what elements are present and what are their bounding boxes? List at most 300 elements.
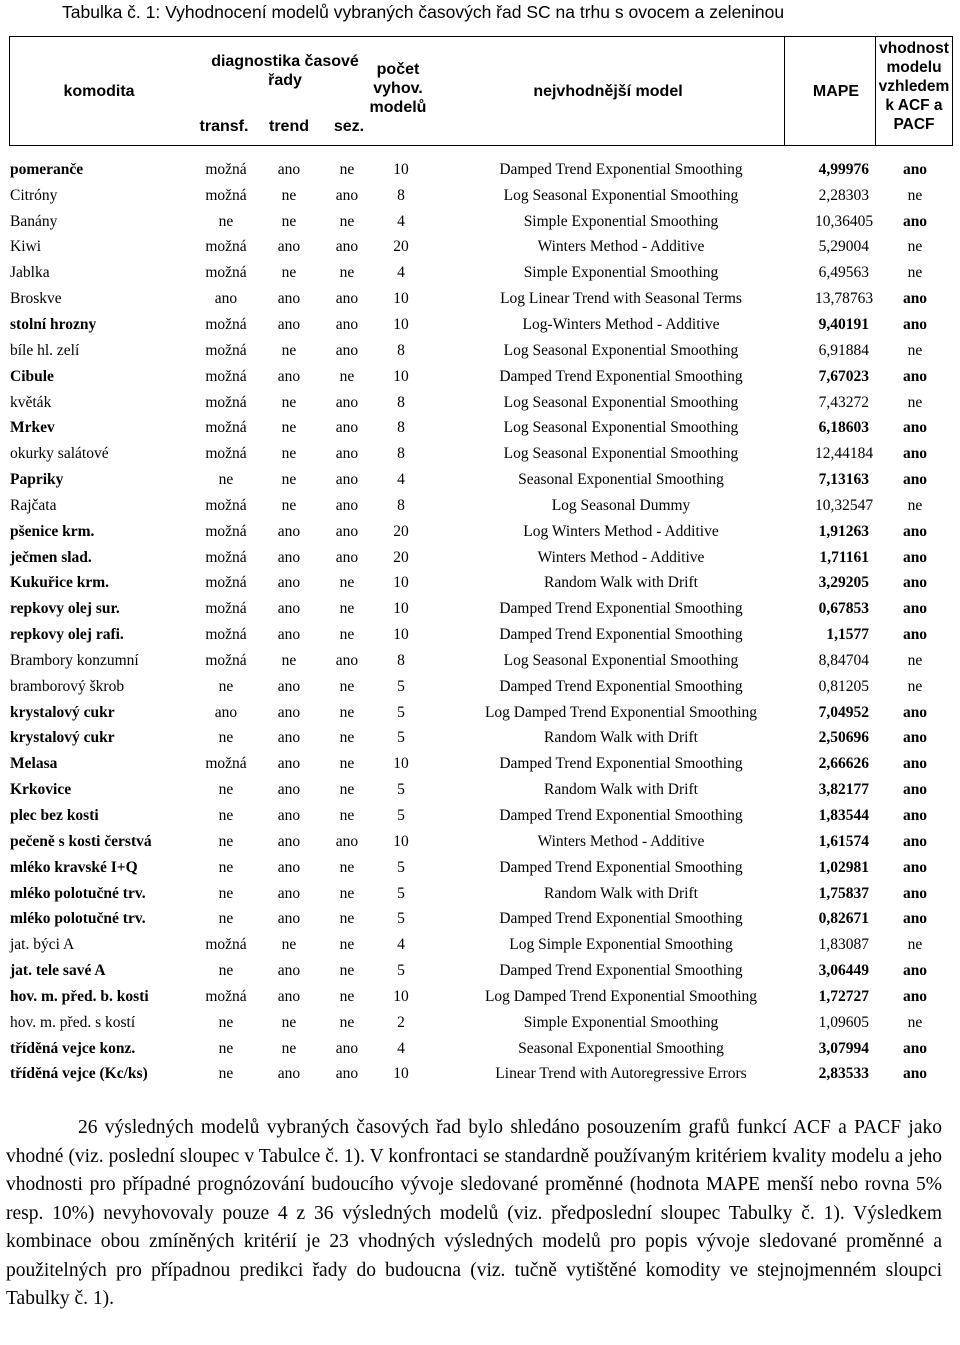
table-row [9, 1062, 953, 1088]
table-row [9, 235, 953, 261]
model-count-cell: 10 [393, 290, 409, 308]
mape-cell: 10,36405 [815, 212, 874, 230]
transf-cell: ano [214, 703, 238, 721]
mape-cell: 13,78763 [815, 290, 874, 308]
trend-cell: ano [277, 677, 301, 695]
model-count-cell: 10 [393, 626, 409, 644]
transf-cell: ne [218, 781, 234, 799]
table-row [9, 441, 953, 467]
mape-cell: 0,81205 [818, 677, 869, 695]
suitability-cell: ano [902, 858, 928, 876]
suitability-cell: ano [902, 703, 928, 721]
mape-cell: 1,75837 [818, 884, 869, 902]
model-count-cell: 8 [397, 341, 405, 359]
trend-cell: ano [277, 522, 301, 540]
commodity-cell: hov. m. před. s kostí [10, 1013, 136, 1031]
best-model-cell: Linear Trend with Autoregressive Errors [495, 1065, 747, 1083]
trend-cell: ne [281, 212, 297, 230]
mape-cell: 3,06449 [818, 962, 869, 980]
trend-cell: ano [277, 574, 301, 592]
suitability-cell: ne [907, 496, 923, 514]
model-count-cell: 2 [397, 1013, 405, 1031]
table-row [9, 1036, 953, 1062]
best-model-cell: Log Simple Exponential Smoothing [509, 936, 733, 954]
mape-cell: 12,44184 [815, 445, 874, 463]
best-model-cell: Log Damped Trend Exponential Smoothing [484, 703, 758, 721]
suitability-cell: ne [907, 264, 923, 282]
transf-cell: možná [205, 315, 247, 333]
mape-cell: 3,29205 [818, 574, 869, 592]
header-pocet [362, 60, 434, 117]
suitability-cell: ano [902, 832, 928, 850]
trend-cell: ne [281, 341, 297, 359]
table-row [9, 571, 953, 597]
model-count-cell: 10 [393, 160, 409, 178]
table-row [9, 751, 953, 777]
trend-cell: ano [277, 290, 301, 308]
model-count-cell: 8 [397, 393, 405, 411]
model-count-cell: 5 [397, 962, 405, 980]
trend-cell: ano [277, 987, 301, 1005]
trend-cell: ne [281, 445, 297, 463]
table-row [9, 415, 953, 441]
transf-cell: ne [218, 807, 234, 825]
best-model-cell: Damped Trend Exponential Smoothing [499, 755, 743, 773]
sez-cell: ano [335, 832, 359, 850]
commodity-cell: Cibule [10, 367, 54, 385]
sez-cell: ne [339, 212, 355, 230]
commodity-cell: tříděná vejce (Kc/ks) [10, 1065, 148, 1083]
transf-cell: možná [205, 600, 247, 618]
mape-cell: 1,91263 [818, 522, 869, 540]
sez-cell: ano [335, 1039, 359, 1057]
model-count-cell: 10 [393, 367, 409, 385]
transf-cell: možná [205, 626, 247, 644]
table-row [9, 648, 953, 674]
table-row [9, 906, 953, 932]
trend-cell: ano [277, 807, 301, 825]
table-row [9, 958, 953, 984]
table-row [9, 674, 953, 700]
trend-cell: ano [277, 703, 301, 721]
commodity-cell: Citróny [10, 186, 58, 204]
header-komodita: komodita [63, 83, 135, 100]
transf-cell: možná [205, 393, 247, 411]
best-model-cell: Log Seasonal Dummy [551, 496, 691, 514]
mape-cell: 4,99976 [818, 160, 869, 178]
trend-cell: ano [277, 600, 301, 618]
sez-cell: ano [335, 186, 359, 204]
transf-cell: možná [205, 341, 247, 359]
body-paragraph: 26 výsledných modelů vybraných časových řad bylo shledáno posouzením grafů funkcí ACF a PACF jako vhodné (viz. poslední sloupec v Tabulce č. 1). V konfrontaci se standardně používaným kritériem kvality modelu a jeho vhodnosti pro případné prognózování budoucího vývoje sledované proměnné (hodnota MAPE menší nebo rovna 5% resp. 10%) nevyhovovaly pouze 4 z 36 výsledných modelů (viz. předposlední sloupec Tabulky č. 1). Výsledkem kombinace obou zmíněných kritérií je 23 vhodných výsledných modelů pro popis vývoje sledované proměnné a použitelných pro případnou predikci řady do budoucna (viz. tučně vytištěné komodity ve stejnojmenném sloupci Tabulky č. 1). [6, 1117, 942, 1309]
suitability-cell: ne [907, 186, 923, 204]
model-count-cell: 5 [397, 858, 405, 876]
commodity-cell: hov. m. před. b. kosti [10, 987, 149, 1005]
commodity-cell: repkovy olej sur. [10, 600, 120, 618]
best-model-cell: Simple Exponential Smoothing [523, 264, 719, 282]
commodity-cell: Brambory konzumní [10, 651, 139, 669]
results-table [9, 157, 953, 1087]
model-count-cell: 4 [397, 936, 405, 954]
best-model-cell: Damped Trend Exponential Smoothing [499, 160, 743, 178]
trend-cell: ne [281, 651, 297, 669]
best-model-cell: Log Linear Trend with Seasonal Terms [500, 290, 742, 308]
suitability-cell: ano [902, 212, 928, 230]
best-model-cell: Damped Trend Exponential Smoothing [499, 962, 743, 980]
header-diagnostika [190, 52, 380, 90]
commodity-cell: krystalový cukr [10, 729, 115, 747]
sez-cell: ne [339, 755, 355, 773]
sez-cell: ne [339, 677, 355, 695]
mape-cell: 2,28303 [818, 186, 869, 204]
commodity-cell: Kiwi [10, 238, 41, 256]
best-model-cell: Log-Winters Method - Additive [522, 315, 720, 333]
commodity-cell: Rajčata [10, 496, 57, 514]
commodity-cell: pečeně s kosti čerstvá [10, 832, 152, 850]
commodity-cell: květák [10, 393, 52, 411]
suitability-cell: ano [902, 781, 928, 799]
commodity-cell: Papriky [10, 471, 64, 489]
suitability-cell: ano [902, 1039, 928, 1057]
model-count-cell: 8 [397, 496, 405, 514]
best-model-cell: Log Seasonal Exponential Smoothing [503, 445, 739, 463]
header-transf: transf. [199, 118, 249, 135]
model-count-cell: 8 [397, 186, 405, 204]
transf-cell: ne [218, 1039, 234, 1057]
transf-cell: možná [205, 936, 247, 954]
model-count-cell: 4 [397, 1039, 405, 1057]
best-model-cell: Simple Exponential Smoothing [523, 1013, 719, 1031]
trend-cell: ne [281, 496, 297, 514]
sez-cell: ne [339, 858, 355, 876]
suitability-cell: ano [902, 522, 928, 540]
trend-cell: ano [277, 367, 301, 385]
suitability-cell: ne [907, 677, 923, 695]
model-count-cell: 5 [397, 884, 405, 902]
commodity-cell: pšenice krm. [10, 522, 95, 540]
transf-cell: ne [218, 858, 234, 876]
best-model-cell: Log Seasonal Exponential Smoothing [503, 419, 739, 437]
best-model-cell: Log Seasonal Exponential Smoothing [503, 393, 739, 411]
suitability-cell: ano [902, 910, 928, 928]
sez-cell: ano [335, 290, 359, 308]
suitability-cell: ano [902, 445, 928, 463]
header-vhodnost [876, 39, 952, 134]
sez-cell: ne [339, 574, 355, 592]
trend-cell: ano [277, 884, 301, 902]
sez-cell: ne [339, 781, 355, 799]
transf-cell: ne [218, 962, 234, 980]
transf-cell: možná [205, 496, 247, 514]
model-count-cell: 10 [393, 574, 409, 592]
model-count-cell: 4 [397, 471, 405, 489]
commodity-cell: Melasa [10, 755, 58, 773]
trend-cell: ne [281, 1013, 297, 1031]
model-count-cell: 5 [397, 677, 405, 695]
transf-cell: ne [218, 832, 234, 850]
best-model-cell: Random Walk with Drift [544, 884, 698, 902]
table-row [9, 209, 953, 235]
transf-cell: možná [205, 419, 247, 437]
commodity-cell: plec bez kosti [10, 807, 99, 825]
sez-cell: ano [335, 471, 359, 489]
header-sez: sez. [333, 118, 365, 135]
best-model-cell: Winters Method - Additive [537, 548, 705, 566]
transf-cell: možná [205, 522, 247, 540]
trend-cell: ne [281, 264, 297, 282]
trend-cell: ne [281, 1039, 297, 1057]
commodity-cell: mléko kravské I+Q [10, 858, 138, 876]
transf-cell: možná [205, 548, 247, 566]
commodity-cell: mléko polotučné trv. [10, 884, 146, 902]
commodity-cell: Jablka [10, 264, 50, 282]
table-header [9, 36, 953, 146]
trend-cell: ano [277, 781, 301, 799]
table-caption: Tabulka č. 1: Vyhodnocení modelů vybraných časových řad SC na trhu s ovocem a zeleninou [62, 2, 785, 22]
commodity-cell: ječmen slad. [10, 548, 92, 566]
suitability-cell: ano [902, 548, 928, 566]
commodity-cell: jat. tele savé A [10, 962, 106, 980]
sez-cell: ne [339, 884, 355, 902]
best-model-cell: Damped Trend Exponential Smoothing [499, 807, 743, 825]
sez-cell: ano [335, 522, 359, 540]
sez-cell: ano [335, 238, 359, 256]
sez-cell: ano [335, 315, 359, 333]
sez-cell: ano [335, 341, 359, 359]
transf-cell: ne [218, 212, 234, 230]
mape-cell: 1,61574 [818, 832, 869, 850]
sez-cell: ne [339, 1013, 355, 1031]
mape-cell: 3,82177 [818, 781, 869, 799]
header-mape: MAPE [812, 83, 860, 100]
mape-cell: 7,67023 [818, 367, 869, 385]
table-row [9, 312, 953, 338]
header-pocet-line3: modelů [369, 99, 427, 116]
transf-cell: ne [218, 471, 234, 489]
mape-cell: 6,18603 [818, 419, 869, 437]
mape-cell: 6,91884 [818, 341, 869, 359]
model-count-cell: 4 [397, 212, 405, 230]
trend-cell: ano [277, 755, 301, 773]
model-count-cell: 20 [393, 548, 409, 566]
best-model-cell: Damped Trend Exponential Smoothing [499, 626, 743, 644]
commodity-cell: okurky salátové [10, 445, 109, 463]
mape-cell: 1,1577 [826, 626, 869, 644]
commodity-cell: tříděná vejce konz. [10, 1039, 136, 1057]
sez-cell: ano [335, 651, 359, 669]
suitability-cell: ano [902, 962, 928, 980]
suitability-cell: ano [902, 471, 928, 489]
sez-cell: ne [339, 160, 355, 178]
table-row [9, 545, 953, 571]
best-model-cell: Random Walk with Drift [544, 574, 698, 592]
best-model-cell: Damped Trend Exponential Smoothing [499, 910, 743, 928]
model-count-cell: 10 [393, 987, 409, 1005]
header-diagnostika-line2: řady [268, 72, 302, 89]
transf-cell: ne [218, 1065, 234, 1083]
sez-cell: ne [339, 807, 355, 825]
suitability-cell: ano [902, 755, 928, 773]
trend-cell: ano [277, 626, 301, 644]
mape-cell: 1,02981 [818, 858, 869, 876]
suitability-cell: ano [902, 290, 928, 308]
header-pocet-line1: počet [376, 61, 420, 78]
mape-cell: 6,49563 [818, 264, 869, 282]
best-model-cell: Log Seasonal Exponential Smoothing [503, 186, 739, 204]
header-vhodnost-line5: PACF [893, 116, 935, 133]
transf-cell: možná [205, 367, 247, 385]
best-model-cell: Seasonal Exponential Smoothing [518, 1039, 724, 1057]
best-model-cell: Damped Trend Exponential Smoothing [499, 858, 743, 876]
best-model-cell: Log Damped Trend Exponential Smoothing [484, 987, 758, 1005]
transf-cell: možná [205, 651, 247, 669]
suitability-cell: ano [902, 884, 928, 902]
trend-cell: ne [281, 393, 297, 411]
table-row [9, 932, 953, 958]
mape-cell: 9,40191 [818, 315, 869, 333]
transf-cell: ne [218, 884, 234, 902]
transf-cell: možná [205, 987, 247, 1005]
suitability-cell: ne [907, 1013, 923, 1031]
sez-cell: ne [339, 264, 355, 282]
best-model-cell: Damped Trend Exponential Smoothing [499, 677, 743, 695]
trend-cell: ano [277, 858, 301, 876]
model-count-cell: 10 [393, 755, 409, 773]
mape-cell: 7,43272 [818, 393, 869, 411]
trend-cell: ano [277, 238, 301, 256]
model-count-cell: 8 [397, 651, 405, 669]
table-row [9, 803, 953, 829]
sez-cell: ano [335, 548, 359, 566]
header-model: nejvhodnější model [533, 83, 683, 100]
commodity-cell: Krkovice [10, 781, 72, 799]
sez-cell: ano [335, 496, 359, 514]
header-diagnostika-line1: diagnostika časové [211, 53, 359, 70]
table-row [9, 855, 953, 881]
commodity-cell: stolní hrozny [10, 315, 97, 333]
table-row [9, 622, 953, 648]
model-count-cell: 10 [393, 1065, 409, 1083]
table-row [9, 467, 953, 493]
trend-cell: ano [277, 548, 301, 566]
model-count-cell: 20 [393, 238, 409, 256]
suitability-cell: ano [902, 807, 928, 825]
trend-cell: ano [277, 962, 301, 980]
best-model-cell: Winters Method - Additive [537, 238, 705, 256]
commodity-cell: Broskve [10, 290, 62, 308]
model-count-cell: 5 [397, 703, 405, 721]
header-trend: trend [269, 118, 309, 135]
best-model-cell: Log Seasonal Exponential Smoothing [503, 651, 739, 669]
commodity-cell: jat. býci A [10, 936, 75, 954]
table-row [9, 364, 953, 390]
transf-cell: možná [205, 445, 247, 463]
trend-cell: ano [277, 910, 301, 928]
commodity-cell: bramborový škrob [10, 677, 125, 695]
best-model-cell: Log Winters Method - Additive [523, 522, 719, 540]
mape-cell: 1,71161 [819, 548, 869, 566]
best-model-cell: Seasonal Exponential Smoothing [518, 471, 724, 489]
best-model-cell: Random Walk with Drift [544, 781, 698, 799]
transf-cell: možná [205, 186, 247, 204]
table-row [9, 519, 953, 545]
commodity-cell: Kukuřice krm. [10, 574, 110, 592]
sez-cell: ne [339, 987, 355, 1005]
suitability-cell: ne [907, 238, 923, 256]
commodity-cell: mléko polotučné trv. [10, 910, 146, 928]
trend-cell: ano [277, 729, 301, 747]
model-count-cell: 8 [397, 445, 405, 463]
trend-cell: ne [281, 186, 297, 204]
model-count-cell: 10 [393, 832, 409, 850]
table-row [9, 777, 953, 803]
sez-cell: ne [339, 626, 355, 644]
suitability-cell: ano [902, 160, 928, 178]
sez-cell: ano [335, 445, 359, 463]
trend-cell: ne [281, 471, 297, 489]
model-count-cell: 10 [393, 315, 409, 333]
suitability-cell: ano [902, 419, 928, 437]
table-row [9, 260, 953, 286]
sez-cell: ne [339, 910, 355, 928]
header-vhodnost-line2: modelu [886, 59, 942, 76]
sez-cell: ne [339, 367, 355, 385]
header-vhodnost-line1: vhodnost [879, 40, 949, 57]
transf-cell: možná [205, 574, 247, 592]
suitability-cell: ne [907, 341, 923, 359]
table-row [9, 984, 953, 1010]
mape-cell: 1,83544 [818, 807, 869, 825]
transf-cell: ne [218, 677, 234, 695]
commodity-cell: Banány [10, 212, 58, 230]
suitability-cell: ne [907, 651, 923, 669]
suitability-cell: ano [902, 315, 928, 333]
table-row [9, 700, 953, 726]
suitability-cell: ano [902, 729, 928, 747]
table-row [9, 1010, 953, 1036]
model-count-cell: 10 [393, 600, 409, 618]
transf-cell: možná [205, 755, 247, 773]
sez-cell: ano [335, 1065, 359, 1083]
trend-cell: ano [277, 160, 301, 178]
sez-cell: ano [335, 393, 359, 411]
mape-cell: 0,82671 [818, 910, 869, 928]
trend-cell: ano [277, 315, 301, 333]
transf-cell: možná [205, 264, 247, 282]
mape-cell: 1,09605 [818, 1013, 869, 1031]
transf-cell: ne [218, 910, 234, 928]
suitability-cell: ne [907, 393, 923, 411]
model-count-cell: 4 [397, 264, 405, 282]
results-table-body [9, 157, 953, 1087]
commodity-cell: krystalový cukr [10, 703, 115, 721]
table-row [9, 881, 953, 907]
mape-cell: 0,67853 [818, 600, 869, 618]
commodity-cell: bíle hl. zelí [10, 341, 80, 359]
sez-cell: ne [339, 600, 355, 618]
suitability-cell: ne [907, 936, 923, 954]
mape-cell: 5,29004 [818, 238, 869, 256]
transf-cell: možná [205, 160, 247, 178]
best-model-cell: Winters Method - Additive [537, 832, 705, 850]
sez-cell: ne [339, 962, 355, 980]
table-row [9, 286, 953, 312]
sez-cell: ano [335, 419, 359, 437]
mape-cell: 2,66626 [818, 755, 869, 773]
model-count-cell: 20 [393, 522, 409, 540]
mape-cell: 2,83533 [818, 1065, 869, 1083]
suitability-cell: ano [902, 600, 928, 618]
